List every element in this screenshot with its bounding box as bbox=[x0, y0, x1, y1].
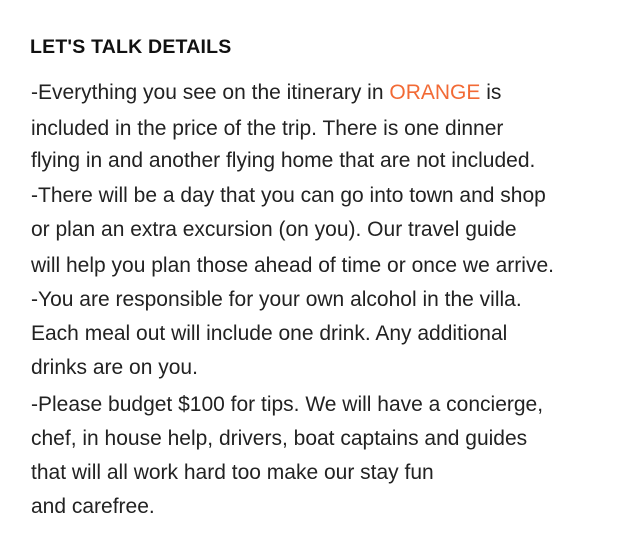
details-line-6: will help you plan those ahead of time or once we arrive. bbox=[31, 254, 554, 277]
line-1-text-before: -Everything you see on the itinerary in bbox=[31, 81, 390, 104]
details-line-13: and carefree. bbox=[31, 495, 155, 518]
details-line-3: flying in and another flying home that are not included. bbox=[31, 149, 536, 172]
details-line-8: Each meal out will include one drink. Any additional bbox=[31, 322, 508, 345]
details-line-10: -Please budget $100 for tips. We will have a concierge, bbox=[31, 393, 544, 416]
details-line-12: that will all work hard too make our stay fun bbox=[31, 461, 434, 484]
details-line-1 bbox=[31, 80, 501, 106]
details-line-2: included in the price of the trip. There is one dinner bbox=[31, 117, 504, 140]
details-line-5: or plan an extra excursion (on you). Our travel guide bbox=[31, 218, 517, 241]
orange-highlight-word: ORANGE bbox=[389, 81, 481, 104]
details-line-4: -There will be a day that you can go into town and shop bbox=[31, 184, 546, 207]
section-heading: LET'S TALK DETAILS bbox=[30, 36, 232, 58]
details-line-11: chef, in house help, drivers, boat captains and guides bbox=[31, 427, 528, 450]
details-line-9: drinks are on you. bbox=[31, 356, 198, 379]
line-1-text-after: is bbox=[480, 81, 502, 104]
details-line-7: -You are responsible for your own alcohol in the villa. bbox=[31, 288, 522, 311]
